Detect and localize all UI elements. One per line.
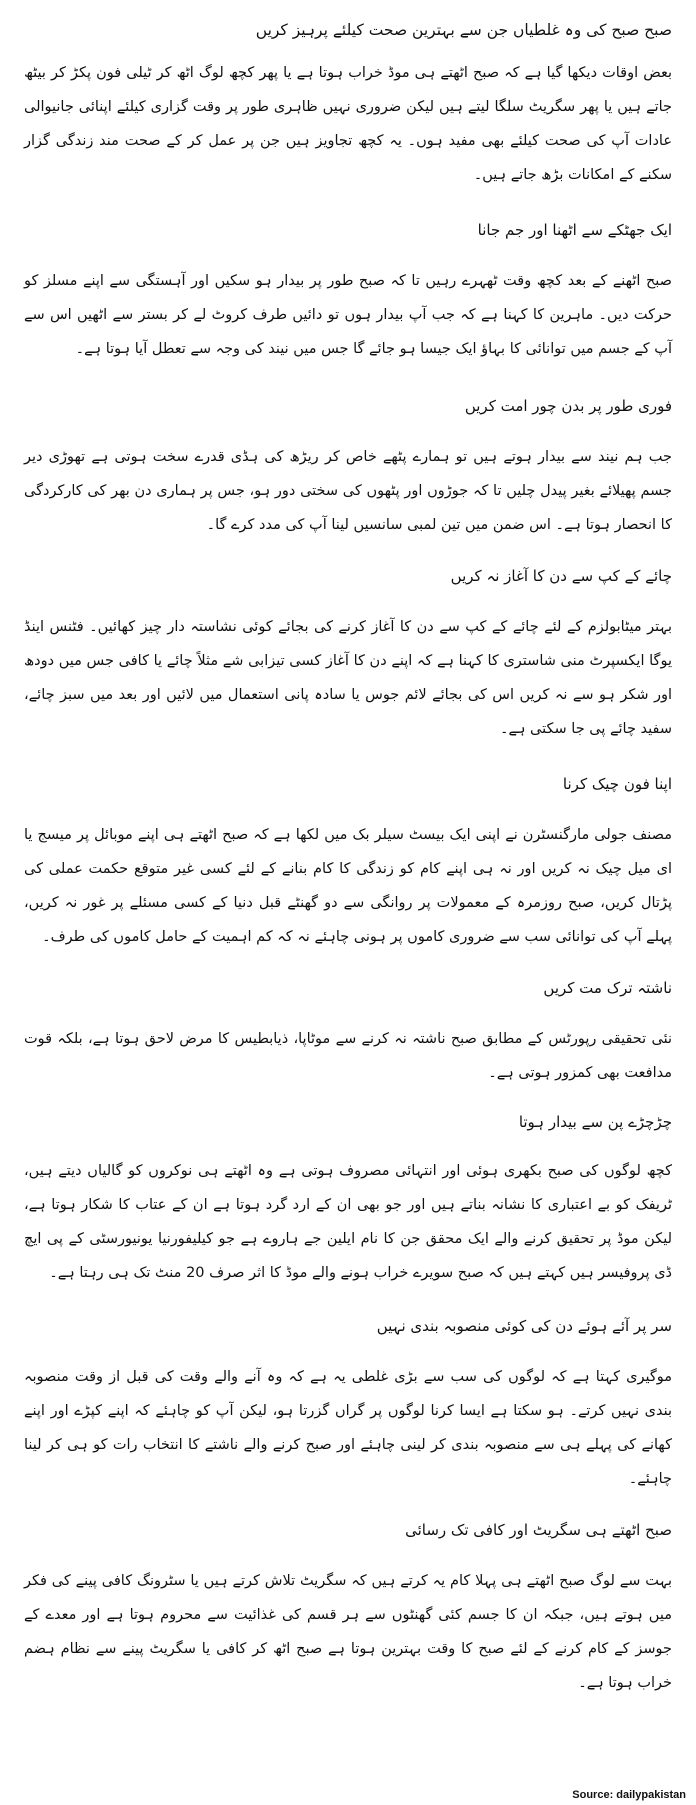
section-paragraph: نئی تحقیقی رپورٹس کے مطابق صبح ناشتہ نہ کرنے سے موٹاپا، ذیابطیس کا مرض لاحق ہوتا ہے، بلکہ قوت مدافعت بھی کمزور ہوتی ہے۔ (24, 1031, 672, 1081)
source-credit: Source: dailypakistan (572, 1789, 686, 1801)
article-title: صبح صبح کی وہ غلطیاں جن سے بہترین صحت کیلئے پرہیز کریں (255, 21, 672, 39)
section-paragraph: کچھ لوگوں کی صبح بکھری ہوئی اور انتہائی مصروف ہوتی ہے وہ اٹھتے ہی نوکروں کو گالیاں دیتے ہیں، ٹریفک کو بے اعتباری کا نشانہ بناتے ہیں اور جو بھی ان کے ارد گرد ہوتا ہے ان کے عتاب کا شکار ہوتا ہے، لیکن موڈ پر تحقیق کرنے والے ایک محقق جن کا نام ایلین جے ہاروے ہے جو کیلیفورنیا یونیورسٹی کے پی ایچ ڈی پروفیسر ہیں کہتے ہیں کہ صبح سویرے خراب ہونے والے موڈ کا اثر صرف 20 منٹ تک ہی رہتا ہے۔ (24, 1163, 672, 1281)
section-paragraph: بہت سے لوگ صبح اٹھتے ہی پہلا کام یہ کرتے ہیں کہ سگریٹ تلاش کرتے ہیں یا سٹرونگ کافی پینے کی فکر میں ہوتے ہیں، جبکہ ان کا جسم کئی گھنٹوں سے ہر قسم کی غذائیت سے محروم ہوتا ہے اور معدے کے جوسز کے کام کرنے کے لئے صبح کا وقت بہترین ہوتا ہے صبح اٹھ کر کافی یا سگریٹ پینے سے نظام ہضم خراب ہوتا ہے۔ (24, 1573, 672, 1691)
section-paragraph: جب ہم نیند سے بیدار ہوتے ہیں تو ہمارے پٹھے خاص کر ریڑھ کی ہڈی قدرے سخت ہوتی ہے تھوڑی دیر جسم پھیلائے بغیر پیدل چلیں تا کہ جوڑوں اور پٹھوں کی سختی دور ہو، جس پر ہماری دن بھر کی کارکردگی کا انحصار ہوتا ہے۔ اس ضمن میں تین لمبی سانسیں لینا آپ کی مدد کرے گا۔ (24, 449, 672, 533)
section-paragraph: مصنف جولی مارگنسٹرن نے اپنی ایک بیسٹ سیلر بک میں لکھا ہے کہ صبح اٹھتے ہی اپنے موبائل پر میسج یا ای میل چیک نہ کریں اور نہ ہی اپنے کام کو زندگی کا کام بنانے کے لئے کسی غیر متوقع حکمت عملی کی پڑتال کریں، صبح روزمرہ کے معمولات پر روانگی سے دو گھنٹے قبل دنیا کے کسی مسئلے پر غور نہ کریں، پہلے آپ کی توانائی سب سے ضروری کاموں پر ہونی چاہئے نہ کہ کم اہمیت کے حامل کاموں کی طرف۔ (24, 827, 672, 945)
section-heading: اپنا فون چیک کرنا (562, 775, 672, 793)
section-paragraph: بہتر میٹابولزم کے لئے چائے کے کپ سے دن کا آغاز کرنے کی بجائے کوئی نشاستہ دار چیز کھائیں۔ فٹنس اینڈ یوگا ایکسپرٹ منی شاستری کا کہنا ہے کہ اپنے دن کا آغاز کسی تیزابی شے مثلاً چائے یا کافی جس میں دودھ اور شکر ہو سے نہ کریں اس کی بجائے لائم جوس یا سادہ پانی استعمال میں لائیں اور بعد میں سبز چائے، سفید چائے پی جا سکتی ہے۔ (24, 619, 672, 737)
section-heading: چائے کے کپ سے دن کا آغاز نہ کریں (450, 567, 672, 585)
section-heading: ناشتہ ترک مت کریں (543, 979, 672, 997)
sections-container (20, 218, 676, 1700)
section-heading: چڑچڑے پن سے بیدار ہوتا (518, 1113, 672, 1131)
section-heading: فوری طور پر بدن چور امت کریں (464, 397, 672, 415)
section-heading: سر پر آئے ہوئے دن کی کوئی منصوبہ بندی نہیں (376, 1317, 672, 1335)
intro-paragraph: بعض اوقات دیکھا گیا ہے کہ صبح اٹھتے ہی موڈ خراب ہوتا ہے یا پھر کچھ لوگ اٹھ کر ٹیلی فون پکڑ کر بیٹھ جاتے ہیں یا پھر سگریٹ سلگا لیتے ہیں لیکن ضروری نہیں ظاہری طور پر وقت گزاری کیلئے اپنائی جانیوالی عادات آپ کی صحت کیلئے بھی مفید ہوں۔ یہ کچھ تجاویز ہیں جن پر عمل کر کے صحت مند زندگی گزار سکنے کے امکانات بڑھ جاتے ہیں۔ (24, 65, 672, 183)
section-paragraph: موگیری کہتا ہے کہ لوگوں کی سب سے بڑی غلطی یہ ہے کہ وہ آنے والے وقت کی قبل از وقت منصوبہ بندی نہیں کرتے۔ ہو سکتا ہے ایسا کرنا لوگوں پر گراں گزرتا ہو، لیکن آپ کو چاہئے کہ اپنے کپڑے اور اپنے کھانے کی پہلے ہی سے منصوبہ بندی کر لینی چاہئے اور صبح کرنے والے ناشتے کا انتخاب رات کو ہی کر لینا چاہئے۔ (24, 1369, 672, 1487)
section-heading: ایک جھٹکے سے اٹھنا اور جم جانا (477, 221, 672, 239)
section-paragraph: صبح اٹھنے کے بعد کچھ وقت ٹھہرے رہیں تا کہ صبح طور پر بیدار ہو سکیں اور آہستگی سے اپنے مسلز کو حرکت دیں۔ ماہرین کا کہنا ہے کہ جب آپ بیدار ہوں تو دائیں طرف کروٹ لے کر بستر سے اٹھیں اس سے آپ کے جسم میں توانائی کا بہاؤ ایک جیسا ہو جائے گا جس میں نیند کی وجہ سے تعطل آیا ہوتا ہے۔ (24, 273, 672, 357)
section-heading: صبح اٹھتے ہی سگریٹ اور کافی تک رسائی (405, 1521, 672, 1539)
